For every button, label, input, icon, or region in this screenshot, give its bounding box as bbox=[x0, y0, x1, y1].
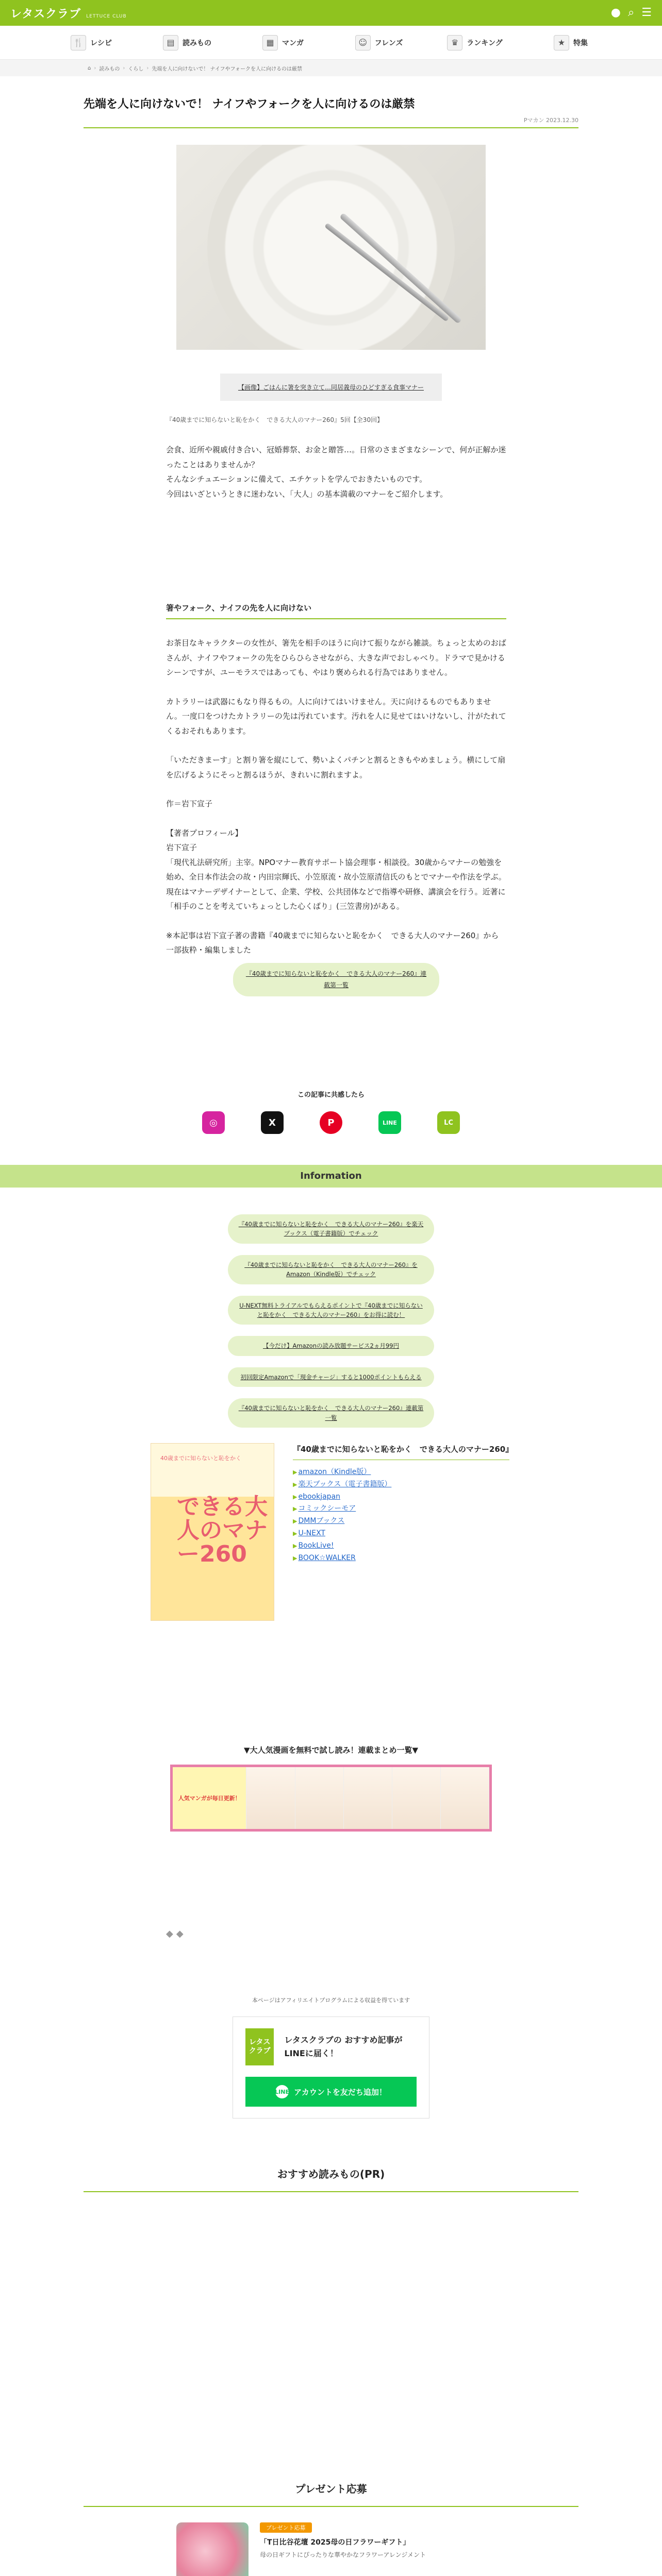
store-link[interactable]: ▶ 楽天ブックス（電子書籍版） bbox=[293, 1479, 509, 1491]
user-icon[interactable]: ● bbox=[610, 6, 621, 19]
crown-icon: ♛ bbox=[447, 35, 462, 50]
friends-icon: ☺ bbox=[355, 35, 371, 50]
share-label: この記事に共感したら bbox=[297, 1091, 365, 1099]
site-logo[interactable]: レタスクラブ LETTUCE CLUB bbox=[10, 7, 127, 21]
article-body: お茶目なキャラクターの女性が、箸先を相手のほうに向けて振りながら雑談。ちょっと太めのおばさんが、ナイフやフォークの先をひらひらさせながら、大きな声でおしゃべり。ドラマで見かけるシーンですが、ユーモラスではあっても、やはり褒められる行為ではありません。 カトラリーは武器にもなり得るもの。人に向けてはいけません。天に向けるものでもありません。一度口をつけたカトラリーの先は汚れています。汚れを人に見せてはいけないし、汁がたれてくるおそれもあります。 「いただきまーす」と割り箸を縦にして、勢いよくパチンと割るときもやめましょう。横にして扇を広げるようにそっと割るほうが、きれいに割れますよ。 作＝岩下宣子 【著者プロフィール】 岩下宣子 「現代礼法研究所」主宰。NPOマナー教育サポート協会理事・相談役。30歳からマナーの勉強を始め、全日本作法会の故・内田宗輝氏、小笠原流・故小笠原清信氏のもとでマナーや作法を学ぶ。現在はマナーデザイナーとして、企業、学校、公共団体などで指導や研修、講演会を行う。近著に「相手のことを考えていちょっとした心くばり」(三笠書房)がある。 ※本記事は岩下宣子著の書籍『40歳までに知らないと恥をかく できる大人のマナー260』から一部抜粋・編集しました 『40歳までに知らないと恥をかく できる大人のマナー260』連載第一覧 bbox=[166, 636, 506, 996]
nav-item-friends[interactable]: ☺ フレンズ bbox=[331, 26, 427, 59]
breadcrumb: ⌂ › 読みもの › くらし › 先端を人に向けないで！ ナイフやフォークを人に向けるのは厳禁 bbox=[0, 60, 662, 76]
info-link[interactable]: 『40歳までに知らないと恥をかく できる大人のマナー260』連載第一覧 bbox=[228, 1398, 434, 1428]
line-text: レタスクラブの おすすめ記事がLINEに届く！ bbox=[284, 2035, 403, 2058]
promo-link[interactable]: 【画像】ごはんに箸を突き立て…同居義母のひどすぎる食事マナー bbox=[238, 384, 424, 391]
article-main bbox=[84, 96, 578, 1134]
manga-thumb bbox=[441, 1767, 489, 1829]
breadcrumb-item[interactable]: くらし bbox=[128, 66, 144, 72]
store-link[interactable]: ▶ DMMブックス bbox=[293, 1515, 509, 1528]
store-list bbox=[293, 1466, 509, 1564]
line-icon: LINE bbox=[275, 2085, 289, 2098]
series-list-link[interactable]: 『40歳までに知らないと恥をかく できる大人のマナー260』連載第一覧 bbox=[233, 963, 439, 997]
nav-item-recipe[interactable]: 🍴 レシピ bbox=[43, 26, 139, 59]
nav-item-ranking[interactable]: ♛ ランキング bbox=[427, 26, 523, 59]
nav-item-manga[interactable]: ▦ マンガ bbox=[235, 26, 331, 59]
present-item[interactable]: プレゼント応募 「T日比谷花壇 2025母の日フラワーギフト」 母の日ギフトにぴったりな華やかなフラワーアレンジメント bbox=[176, 2522, 486, 2576]
information-bar: Information bbox=[0, 1165, 662, 1188]
present-image bbox=[176, 2522, 249, 2576]
store-link[interactable]: ▶ U-NEXT bbox=[293, 1528, 509, 1540]
lettuce-club-logo: レタスクラブ bbox=[245, 2028, 274, 2065]
manga-thumb bbox=[344, 1767, 392, 1829]
manga-thumb bbox=[392, 1767, 441, 1829]
pinterest-icon[interactable]: P bbox=[320, 1111, 342, 1134]
manga-thumb bbox=[246, 1767, 295, 1829]
search-icon[interactable]: ⌕ bbox=[627, 6, 635, 19]
info-link[interactable]: 『40歳までに知らないと恥をかく できる大人のマナー260』をAmazon（Kindle版）でチェック bbox=[228, 1255, 434, 1284]
store-link[interactable]: ▶ amazon（Kindle版） bbox=[293, 1466, 509, 1479]
author-line: 作＝岩下宣子 bbox=[166, 799, 213, 808]
info-link[interactable]: U-NEXT無料トライアルでもらえるポイントで『40歳までに知らないと恥をかく できる大人のマナー260』をお得に読む！ bbox=[228, 1296, 434, 1325]
info-link[interactable]: 『40歳までに知らないと恥をかく できる大人のマナー260』を楽天ブックス（電子書籍版）でチェック bbox=[228, 1214, 434, 1244]
store-link[interactable]: ▶ コミックシーモア bbox=[293, 1503, 509, 1515]
pr-section bbox=[84, 2166, 578, 2192]
x-icon[interactable]: X bbox=[261, 1111, 284, 1134]
manga-banner[interactable]: 人気マンガが毎日更新！ bbox=[170, 1765, 492, 1832]
top-icons bbox=[611, 7, 652, 19]
nav-item-reading[interactable]: ▤ 読みもの bbox=[139, 26, 235, 59]
store-link[interactable]: ▶ BOOK☆WALKER bbox=[293, 1552, 509, 1565]
line-add-friend-button[interactable]: LINE アカウントを友だち追加！ bbox=[245, 2077, 417, 2107]
source-note: ※本記事は岩下宣子著の書籍『40歳までに知らないと恥をかく できる大人のマナー260』から一部抜粋・編集しました bbox=[166, 930, 499, 955]
plate-shape bbox=[207, 145, 455, 350]
home-icon[interactable]: ⌂ bbox=[88, 65, 91, 71]
manga-thumb bbox=[295, 1767, 344, 1829]
present-title: プレゼント応募 bbox=[84, 2481, 578, 2507]
book-cover[interactable]: 40歳までに知らないと恥をかく できる大人のマナー260 bbox=[151, 1443, 274, 1621]
info-link[interactable]: 初回限定Amazonで「現金チャージ」すると1000ポイントもらえる bbox=[228, 1367, 434, 1387]
menu-icon[interactable]: ☰ bbox=[641, 6, 652, 19]
recipe-icon: 🍴 bbox=[71, 35, 86, 50]
feature-icon: ★ bbox=[554, 35, 569, 50]
global-nav bbox=[0, 26, 662, 60]
nav-item-feature[interactable]: ★ 特集 bbox=[523, 26, 619, 59]
series-caption: 『40歳までに知らないと恥をかく できる大人のマナー260』5回【全30回】 bbox=[166, 416, 384, 423]
book-block bbox=[151, 1443, 514, 1621]
line-box bbox=[233, 2016, 429, 2119]
breadcrumb-item[interactable]: 読みもの bbox=[99, 66, 120, 72]
pr-title: おすすめ読みもの(PR) bbox=[84, 2166, 578, 2192]
info-link[interactable]: 【今だけ】Amazonの読み放題サービス2ヵ月99円 bbox=[228, 1336, 434, 1355]
line-icon[interactable]: LINE bbox=[378, 1111, 401, 1134]
section-heading: 箸やフォーク、ナイフの先を人に向けない bbox=[166, 602, 506, 619]
divider bbox=[84, 127, 578, 128]
breadcrumb-current: 先端を人に向けないで！ ナイフやフォークを人に向けるのは厳禁 bbox=[152, 66, 303, 72]
information-links bbox=[228, 1214, 434, 1428]
manga-heading: ▼大人気漫画を無料で試し読み！連載まとめ一覧▼ bbox=[243, 1745, 419, 1755]
instagram-icon[interactable]: ◎ bbox=[202, 1111, 225, 1134]
tag-icon[interactable]: ◆◆ bbox=[166, 1928, 187, 1939]
author-profile: 【著者プロフィール】 岩下宣子 「現代礼法研究所」主宰。NPOマナー教育サポート協会理事・相談役。30歳からマナーの勉強を始め、全日本作法会の故・内田宗輝氏、小笠原流・故小笠原清信氏のもとでマナーや作法を学ぶ。現在はマナーデザイナーとして、企業、学校、公共団体などで指導や研修、講演会を行う。近著に「相手のことを考えていちょっとした心くばり」(三笠書房)がある。 bbox=[166, 828, 506, 911]
book-info bbox=[293, 1443, 514, 1621]
store-link[interactable]: ▶ ebookjapan bbox=[293, 1491, 509, 1503]
hero-image bbox=[176, 145, 486, 350]
manga-icon: ▦ bbox=[262, 35, 278, 50]
present-section bbox=[84, 2481, 578, 2576]
book-title: 『40歳までに知らないと恥をかく できる大人のマナー260』 bbox=[293, 1443, 509, 1460]
store-link[interactable]: ▶ BookLive! bbox=[293, 1540, 509, 1552]
book-icon: ▤ bbox=[163, 35, 178, 50]
top-bar bbox=[0, 0, 662, 26]
promo-box bbox=[220, 374, 442, 401]
lead-text: 会食、近所や親戚付き合い、冠婚葬祭、お金と贈答…。日常のさまざまなシーンで、何が正解か迷ったことはありませんか？ そんなシチュエーションに備えて、エチケットを学んでおきたいものです。 今回はいざというときに迷わない、「大人」の基本満載のマナーをご紹介します。 bbox=[166, 445, 506, 499]
lettuce-icon[interactable]: LC bbox=[437, 1111, 460, 1134]
share-icons bbox=[84, 1111, 578, 1134]
article-title: 先端を人に向けないで！ ナイフやフォークを人に向けるのは厳禁 bbox=[84, 98, 415, 111]
present-badge: プレゼント応募 bbox=[260, 2522, 312, 2533]
article-byline: Pマカン 2023.12.30 bbox=[523, 117, 578, 124]
affiliate-note: 本ページはアフィリエイトプログラムによる収益を得ています bbox=[252, 1997, 410, 2004]
